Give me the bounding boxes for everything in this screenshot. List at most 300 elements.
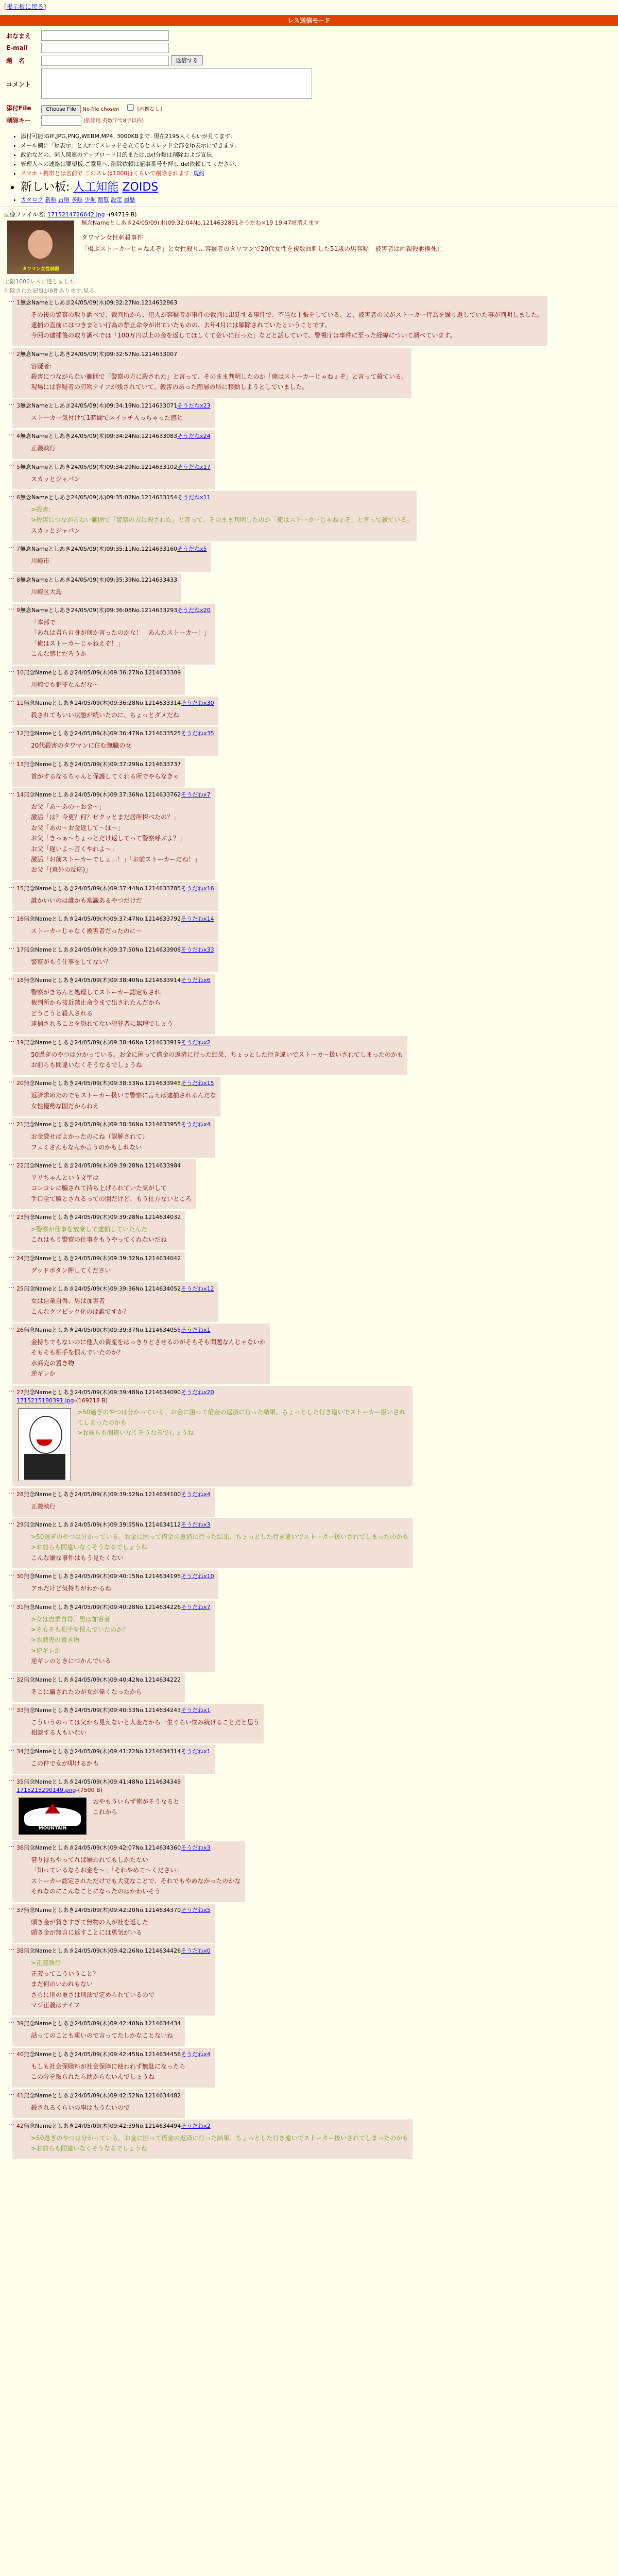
reply-body-line: この分を取られたら助からないんでしょうね	[31, 2073, 155, 2081]
note-item: • 管理人への連絡は要望板.ご意見へ. 削除依頼は記事番号を押し.del依頼してください.	[21, 160, 618, 168]
reply-indent-marker: …	[8, 1159, 14, 1166]
reply-body-line: お父「きっぁ～ちょっとだけ返してって警察呼ぶよ？」	[31, 835, 186, 842]
reply-body-line: こういうのっては父から見えないと大変だから一生ぐらい悩み続けることだと思う	[31, 1718, 260, 1726]
soudane-button[interactable]: そうだねx14	[181, 916, 214, 923]
reply-body-line: >お前らも間違いなくそうなるでしょうね	[77, 1429, 194, 1437]
email-input[interactable]	[41, 43, 169, 53]
reply-row	[4, 1775, 614, 1840]
reply-body	[31, 556, 207, 566]
reply-body-line: こんなクソピック化のは誰ですか？	[31, 1308, 130, 1315]
reply-meta[interactable]: 無念Nameとしあき24/05/09(木)09:42:45No.1214634456	[24, 2050, 181, 2058]
reply-meta[interactable]: 無念Nameとしあき24/05/09(木)09:40:53No.1214634243	[24, 1706, 181, 1714]
reply-row	[4, 1944, 614, 2015]
reply-number: 31	[16, 1603, 24, 1611]
soudane-button[interactable]: そうだねx20	[177, 606, 211, 614]
op-thumbnail-caption: タワマン女性刺殺	[22, 266, 59, 272]
reply-body-line: 警察がもう仕事をしてない？	[31, 958, 112, 965]
reply-body-line: 女は自業自得、男は加害者	[31, 1297, 106, 1305]
reply-post	[12, 1036, 407, 1076]
reply-body	[31, 1337, 266, 1379]
catalog-links	[21, 195, 618, 204]
peak-icon	[45, 1803, 60, 1814]
reply-body-line: そもそも相手を恨んでいたのか？	[31, 1349, 124, 1357]
reply-meta[interactable]: 無念Nameとしあき24/05/09(木)09:36:47No.1214633525	[24, 730, 181, 737]
soudane-button[interactable]: そうだねx5	[177, 546, 207, 553]
reply-body-line: 頭き金が無言に返すことには勇気がいる	[31, 1929, 143, 1937]
op-body-line: タワマン女性刺殺事件	[81, 233, 144, 241]
reply-meta[interactable]: 無念Nameとしあき24/05/09(木)09:40:28No.1214634226	[24, 1603, 181, 1611]
email-label: E-mail	[6, 44, 28, 52]
reply-post	[12, 943, 218, 972]
history-link[interactable]: 履歴	[124, 196, 135, 203]
reply-meta[interactable]: 無念Nameとしあき24/05/09(木)09:38:56No.1214633955	[24, 1121, 181, 1128]
reply-indent-marker: …	[8, 1841, 14, 1849]
reply-body-line: こんな感じだろうか	[31, 650, 87, 658]
reply-number: 9	[16, 606, 20, 614]
reply-meta[interactable]: 無念Nameとしあき24/05/09(木)09:36:08No.1214633293	[20, 606, 178, 614]
soudane-button[interactable]: そうだねx16	[181, 885, 214, 892]
reply-post	[12, 697, 218, 725]
reply-body	[31, 802, 211, 875]
reply-post	[12, 573, 181, 602]
reply-post	[12, 1601, 215, 1672]
reply-meta[interactable]: 無念Nameとしあき24/05/09(木)09:37:44No.1214633785	[24, 885, 181, 892]
soudane-button[interactable]: そうだねx3	[181, 1521, 211, 1528]
no-image-checkbox[interactable]	[127, 104, 134, 111]
reply-number: 7	[16, 546, 20, 553]
reply-meta[interactable]: 無念Nameとしあき24/05/09(木)09:39:28No.1214633984	[24, 1162, 181, 1169]
reply-number: 6	[16, 494, 20, 501]
soudane-button[interactable]: そうだねx4	[181, 1490, 211, 1498]
note-item: • 添付可能:GIF,JPG,PNG,WEBM,MP4. 3000KBまで. 現在2195人くらいが見てます.	[21, 132, 618, 140]
reply-body-line: リリちゃんという文字は	[31, 1174, 99, 1181]
reply-number: 12	[16, 730, 24, 737]
reply-indent-marker: …	[8, 603, 14, 611]
reply-meta[interactable]: 無念Nameとしあき24/05/09(木)09:35:39No.1214633433	[20, 576, 178, 583]
reply-body-line: コレコレに騙されて持ち上げられていた気がして	[31, 1184, 167, 1192]
reply-number: 20	[16, 1080, 24, 1087]
reply-post	[12, 1211, 185, 1250]
soudane-button[interactable]: そうだねx24	[177, 433, 211, 440]
reply-indent-marker: …	[8, 399, 14, 406]
reply-number: 37	[16, 1906, 24, 1913]
reply-row	[4, 912, 614, 941]
reply-row	[4, 1570, 614, 1599]
reply-number: 17	[16, 946, 24, 953]
reply-body-line: ストーカー認定されただけでも大変なことで、それでもやめなかったのかな	[31, 1877, 241, 1885]
reply-post	[12, 758, 185, 787]
reply-post	[12, 1386, 413, 1486]
soudane-button[interactable]: そうだねx17	[177, 463, 211, 470]
reply-body	[31, 504, 413, 536]
soudane-button[interactable]: そうだねx20	[181, 1388, 214, 1396]
reply-post	[12, 491, 417, 541]
new-board-link-ai[interactable]: 人工知能	[73, 180, 119, 194]
reply-post	[12, 912, 218, 941]
reply-body-line: >50過ぎのやつは分かっている。お金に困って借金の返済に行った結果、ちょっとした行き違いでストーカー扱いされてしまったのかも	[31, 1533, 409, 1540]
reply-meta[interactable]: 無念Nameとしあき24/05/09(木)09:35:02No.1214633154	[20, 494, 178, 501]
reply-row	[4, 1704, 614, 1743]
soudane-button[interactable]: そうだねx1	[181, 1748, 211, 1755]
reply-post	[12, 974, 215, 1035]
reply-body-line: >正義執行	[31, 1959, 61, 1967]
op-file-link[interactable]: 1715214726642.jpg	[47, 211, 105, 218]
reply-indent-marker: …	[8, 1118, 14, 1126]
reply-header	[16, 463, 211, 471]
reply-header	[16, 2050, 211, 2058]
reply-body-line: この件で女が叩けるかも	[31, 1759, 99, 1767]
reply-list	[4, 296, 614, 2159]
reply-meta[interactable]: 無念Nameとしあき24/05/09(木)09:39:48No.1214634090	[24, 1388, 181, 1396]
reply-row	[4, 1841, 614, 1902]
reply-indent-marker: …	[8, 1282, 14, 1290]
reply-meta[interactable]: 無念Nameとしあき24/05/09(木)09:39:36No.1214634052	[24, 1285, 181, 1293]
reply-body	[31, 1049, 403, 1071]
soudane-button[interactable]: そうだねx7	[181, 791, 211, 799]
file-label: 添付File	[6, 104, 31, 112]
reply-body-line: これはもう警察の仕事をもうやってくれないだね	[31, 1236, 167, 1244]
reply-post	[12, 1159, 196, 1209]
submit-reply-button[interactable]: 返信する	[171, 55, 203, 65]
reply-meta[interactable]: 無念Nameとしあき24/05/09(木)09:39:28No.1214634032	[24, 1214, 181, 1221]
reply-body-line: お父「あ～あの～お金～」	[31, 803, 106, 811]
reply-number: 10	[16, 669, 24, 676]
reply-body	[31, 1717, 260, 1738]
soudane-button[interactable]: そうだねx10	[181, 1573, 214, 1580]
subject-label: 題 名	[6, 57, 25, 64]
reply-post	[12, 1673, 185, 1702]
reply-meta[interactable]: 無念Nameとしあき24/05/09(木)09:37:47No.1214633792	[24, 916, 181, 923]
reply-header	[16, 1706, 260, 1714]
reply-post	[12, 1077, 220, 1116]
reply-row	[4, 1904, 614, 1943]
reply-body-line: さらに刑の重さは刑法で定められているので	[31, 1991, 155, 1998]
reply-indent-marker: …	[8, 1944, 14, 1952]
comment-label: コメント	[6, 80, 31, 88]
reply-body-line: 正義執行	[31, 445, 56, 452]
reply-indent-marker: …	[8, 974, 14, 981]
name-input[interactable]	[41, 30, 169, 41]
reply-indent-marker: …	[8, 1775, 14, 1783]
thread	[0, 210, 618, 2159]
reply-row	[4, 348, 614, 398]
reply-body	[31, 710, 214, 720]
reply-post	[12, 1904, 215, 1943]
reply-body	[31, 2030, 181, 2041]
reply-meta[interactable]: 無念Nameとしあき24/05/09(木)09:34:29No.1214633102	[20, 463, 178, 470]
soudane-button[interactable]: そうだねx4	[181, 1121, 211, 1128]
reply-post	[12, 399, 215, 428]
reply-indent-marker: …	[8, 1385, 14, 1393]
reply-row	[4, 1282, 614, 1322]
reply-header	[16, 1747, 211, 1755]
face-icon	[29, 1416, 62, 1454]
reply-body-line: 「知っているならお金を～」「それやめて～ください」	[31, 1867, 183, 1874]
reply-body-line: 返済求めたのでもストーカー扱いで警察に言えば逮捕されるんだな	[31, 1092, 216, 1099]
soudane-button[interactable]: そうだねx0	[181, 1947, 211, 1955]
reply-row	[4, 666, 614, 695]
settings-link[interactable]: 設定	[111, 196, 122, 203]
new-board-prefix: 新しい板:	[21, 180, 70, 194]
reply-meta[interactable]: 無念Nameとしあき24/05/09(木)09:34:24No.1214633083	[20, 433, 178, 440]
reply-meta[interactable]: 無念Nameとしあき24/05/09(木)09:32:27No.1214632863	[20, 299, 178, 306]
reply-header	[16, 1120, 211, 1128]
reply-meta[interactable]: 無念Nameとしあき24/05/09(木)09:41:48No.1214634349	[24, 1778, 181, 1786]
reply-meta[interactable]: 無念Nameとしあき24/05/09(木)09:38:46No.1214633919	[24, 1039, 181, 1046]
sort-few-link[interactable]: 少順	[84, 196, 96, 203]
reply-body-line: お前らも間違いなくそうなるでしょうね	[31, 1061, 142, 1069]
reply-meta[interactable]: 無念Nameとしあき24/05/09(木)09:35:11No.1214633160	[20, 546, 178, 553]
reply-body-line: スカッとジャパン	[31, 527, 80, 534]
op-thumbnail-face	[28, 230, 53, 259]
reply-body-line: グッドボタン押してください	[31, 1266, 111, 1274]
reply-post	[12, 1488, 215, 1517]
reply-row	[4, 1324, 614, 1384]
soudane-button[interactable]: そうだねx2	[181, 1039, 211, 1046]
reply-row	[4, 543, 614, 571]
reply-number: 38	[16, 1947, 24, 1955]
reply-body-line: >水商売の置き物	[31, 1636, 80, 1644]
reply-row	[4, 1118, 614, 1158]
reply-body	[31, 1958, 211, 2010]
soudane-button[interactable]: そうだねx15	[181, 1080, 214, 1087]
reply-meta[interactable]: 無念Nameとしあき24/05/09(木)09:42:40No.1214634434	[24, 2020, 181, 2027]
reply-indent-marker: …	[8, 2047, 14, 2055]
delete-key-input[interactable]	[41, 115, 81, 126]
reply-indent-marker: …	[8, 573, 14, 581]
reply-body	[31, 1687, 181, 1697]
reply-meta[interactable]: 無念Nameとしあき24/05/09(木)09:42:07No.1214634360	[24, 1844, 181, 1852]
reply-post	[12, 2048, 215, 2088]
choose-file-button[interactable]: Choose File	[41, 105, 81, 113]
reply-body-line: 川崎市	[31, 557, 50, 565]
soudane-button[interactable]: そうだねx30	[181, 699, 214, 706]
sort-old-link[interactable]: 古順	[58, 196, 70, 203]
reply-number: 14	[16, 791, 24, 799]
comment-textarea[interactable]	[41, 68, 312, 99]
reply-post	[12, 666, 185, 695]
catalog-link[interactable]: カタログ	[21, 196, 43, 203]
op-file-prefix: 画像ファイル名:	[4, 211, 46, 218]
op-thumbnail[interactable]	[7, 221, 74, 274]
soudane-button[interactable]: そうだねx3	[181, 1844, 211, 1852]
delete-key-note: (削除用.英数字で8字以内)	[83, 118, 144, 124]
reply-body	[31, 987, 211, 1029]
limit-notice: 上限1000レスに達しました	[4, 278, 75, 285]
reply-indent-marker: …	[8, 727, 14, 735]
reply-body-line: スカッとジャパン	[31, 475, 80, 483]
reply-number: 39	[16, 2020, 24, 2027]
browse-link[interactable]: 閲覧	[97, 196, 109, 203]
reply-meta[interactable]: 無念Nameとしあき24/05/09(木)09:37:50No.1214633908	[24, 946, 181, 953]
reply-number: 34	[16, 1748, 24, 1755]
reply-number: 16	[16, 916, 24, 923]
reply-body-line: 逮捕されることを恐れてない犯罪者に無理でしょう	[31, 1020, 174, 1028]
reply-body-line: 正義ってこういうこと？	[31, 1970, 99, 1977]
reply-header	[16, 2091, 181, 2099]
reply-body-line: 警察がきちんと処理してストーカー認定もされ	[31, 989, 161, 996]
reply-meta[interactable]: 無念Nameとしあき24/05/09(木)09:36:28No.1214633314	[24, 699, 181, 706]
reply-row	[4, 1673, 614, 1702]
reply-post	[12, 604, 215, 665]
reply-number: 23	[16, 1214, 24, 1221]
op-file-line	[4, 210, 614, 218]
sort-many-link[interactable]: 多順	[71, 196, 83, 203]
reply-body-line: >50過ぎのやつは分かっている。お金に困って借金の返済に行った結果、ちょっとした行き違いでストーカー扱いされてしまったのかも	[77, 1408, 406, 1426]
reply-post	[12, 1324, 270, 1384]
reply-meta[interactable]: 無念Nameとしあき24/05/09(木)09:39:32No.1214634042	[24, 1255, 181, 1262]
reply-row	[4, 1077, 614, 1116]
reply-body	[31, 413, 211, 423]
reply-header	[16, 884, 214, 892]
soudane-button[interactable]: そうだねx23	[177, 402, 211, 409]
reply-mode-banner: レス送信モード	[0, 15, 618, 26]
reply-meta[interactable]: 無念Nameとしあき24/05/09(木)09:42:26No.1214634426	[24, 1947, 181, 1955]
reply-header	[16, 1038, 403, 1046]
soudane-button[interactable]: そうだねx1	[181, 1327, 211, 1334]
reply-number: 11	[16, 699, 24, 706]
reply-body	[31, 587, 177, 597]
reply-indent-marker: …	[8, 1251, 14, 1259]
op-body-line: 「梅ぶストーカーじゃねえぞ」と女性殺り…容疑者のタワマンで20代女性を複数回刺した51歳の男容疑 被害者は両親殺訴換死亡	[81, 245, 443, 253]
reply-indent-marker: …	[8, 1570, 14, 1578]
reply-number: 13	[16, 760, 24, 768]
reply-body-line: 相談する人もいない	[31, 1729, 87, 1737]
reply-meta[interactable]: 無念Nameとしあき24/05/09(木)09:39:37No.1214634055	[24, 1327, 181, 1334]
reply-header	[16, 545, 207, 553]
reply-meta[interactable]: 無念Nameとしあき24/05/09(木)09:32:57No.1214633007	[20, 350, 178, 358]
reply-indent-marker: …	[8, 2017, 14, 2025]
reply-body-line: 逆ギレか	[31, 1370, 56, 1378]
back-to-board-link[interactable]: 掲示板に戻る	[6, 3, 44, 10]
reply-body	[31, 617, 211, 659]
reply-indent-marker: …	[8, 1077, 14, 1084]
soudane-button[interactable]: そうだねx7	[181, 1603, 211, 1611]
reply-meta[interactable]: 無念Nameとしあき24/05/09(木)09:42:52No.1214634482	[24, 2092, 181, 2099]
reply-body-line: お父「遅いよ～言くやれよ～」	[31, 845, 118, 853]
reply-body-line: アホだけど気持ちがわかるね	[31, 1585, 112, 1592]
soudane-button[interactable]: そうだねx2	[181, 2122, 211, 2129]
reply-header	[16, 699, 214, 707]
reply-body-line: 逮捕の直前にはつきまとい行為の禁止命令が出ていたものの、去年4月には解除されていたということです。	[31, 321, 331, 329]
reply-number: 29	[16, 1521, 24, 1528]
reply-number: 22	[16, 1162, 24, 1169]
reply-number: 1	[16, 299, 20, 306]
reply-meta[interactable]: 無念Nameとしあき24/05/09(木)09:38:40No.1214633914	[24, 977, 181, 984]
reply-row	[4, 2120, 614, 2159]
reply-indent-marker: …	[8, 1703, 14, 1711]
soudane-button[interactable]: そうだねx33	[181, 946, 214, 953]
reply-meta[interactable]: 無念Nameとしあき24/05/09(木)09:42:59No.1214634494	[24, 2122, 181, 2129]
subject-input[interactable]	[41, 56, 169, 66]
reply-meta[interactable]: 無念Nameとしあき24/05/09(木)09:37:36No.1214633762	[24, 791, 181, 799]
reply-number: 24	[16, 1255, 24, 1262]
reply-meta[interactable]: 無念Nameとしあき24/05/09(木)09:39:52No.1214634100	[24, 1490, 181, 1498]
reply-indent-marker: …	[8, 666, 14, 673]
reply-meta[interactable]: 無念Nameとしあき24/05/09(木)09:36:27No.1214633309	[24, 669, 181, 676]
reply-body-line: 「俺はストーカーじゃねえぞ！」	[31, 639, 124, 647]
reply-header	[16, 1326, 266, 1334]
new-board-link-zoids[interactable]: ZOIDS	[122, 180, 159, 194]
reply-body	[31, 1614, 211, 1667]
reply-header	[16, 1572, 214, 1580]
reply-body	[31, 1501, 211, 1512]
reply-row	[4, 1386, 614, 1486]
soudane-button[interactable]: そうだねx11	[177, 494, 211, 501]
reply-row	[4, 758, 614, 787]
reply-attachment-line	[16, 1397, 408, 1404]
reply-number: 18	[16, 977, 24, 984]
reply-body	[31, 1532, 408, 1563]
reply-body	[31, 740, 214, 751]
soudane-button[interactable]: そうだねx4	[181, 2050, 211, 2058]
reply-meta[interactable]: 無念Nameとしあき24/05/09(木)09:39:55No.1214634112	[24, 1521, 181, 1528]
reply-indent-marker: …	[8, 1211, 14, 1218]
reply-meta[interactable]: 無念Nameとしあき24/05/09(木)09:40:42No.1214634222	[24, 1676, 181, 1683]
rules-link[interactable]: 規約	[193, 170, 205, 177]
reply-number: 28	[16, 1490, 24, 1498]
reply-meta[interactable]: 無念Nameとしあき24/05/09(木)09:40:15No.1214634195	[24, 1573, 181, 1580]
soudane-button[interactable]: そうだねx35	[181, 730, 214, 737]
reply-meta[interactable]: 無念Nameとしあき24/05/09(木)09:41:22No.1214634314	[24, 1748, 181, 1755]
reply-row	[4, 1488, 614, 1517]
board-notes	[21, 132, 618, 204]
reply-number: 15	[16, 885, 24, 892]
reply-number: 2	[16, 350, 20, 358]
reply-meta[interactable]: 無念Nameとしあき24/05/09(木)09:37:29No.1214633737	[24, 760, 181, 768]
soudane-button[interactable]: そうだねx5	[181, 1906, 211, 1913]
reply-body-line: 殺されるくらいの事はもうないので	[31, 2104, 130, 2111]
reply-post	[12, 1704, 264, 1743]
reply-row	[4, 604, 614, 665]
reply-post	[12, 543, 211, 571]
reply-header	[16, 1843, 241, 1852]
reply-meta[interactable]: 無念Nameとしあき24/05/09(木)09:38:53No.1214633945	[24, 1080, 181, 1087]
reply-file-link[interactable]: 1715215290149.png	[16, 1787, 76, 1794]
reply-body	[31, 926, 214, 936]
soudane-button[interactable]: そうだねx12	[181, 1285, 214, 1293]
reply-number: 8	[16, 576, 20, 583]
reply-file-size: -(169218 B)	[74, 1397, 108, 1404]
reply-thumbnail[interactable]	[19, 1408, 71, 1481]
reply-meta[interactable]: 無念Nameとしあき24/05/09(木)09:34:19No.1214633071	[20, 402, 178, 409]
sort-new-link[interactable]: 新順	[45, 196, 57, 203]
reply-row	[4, 727, 614, 756]
reply-row	[4, 461, 614, 489]
reply-indent-marker: …	[8, 1600, 14, 1608]
reply-body-line: そこに騙されたのが女が偉くなったから	[31, 1688, 143, 1696]
reply-body	[31, 1407, 408, 1438]
reply-number: 21	[16, 1121, 24, 1128]
reply-body	[31, 2061, 211, 2082]
reply-indent-marker: …	[8, 2089, 14, 2096]
soudane-button[interactable]: そうだねx1	[181, 1706, 211, 1714]
reply-body-line: 今回の逮捕後の取り調べでは「100万円以上の金を返してほしくて会いに行った」などと話していて、警視庁は事件に至った経緯について調べています。	[31, 332, 456, 340]
reply-meta[interactable]: 無念Nameとしあき24/05/09(木)09:42:20No.1214634370	[24, 1906, 181, 1913]
reply-body-line: 川崎でも犯罪なんだな〜	[31, 681, 99, 688]
reply-row	[4, 1211, 614, 1250]
reply-post	[12, 788, 215, 880]
reply-number: 36	[16, 1844, 24, 1852]
reply-file-link[interactable]: 1715215180391.jpg	[16, 1397, 74, 1404]
soudane-button[interactable]: そうだねx6	[181, 977, 211, 984]
reply-header	[16, 1284, 214, 1293]
reply-post	[12, 430, 215, 459]
reply-indent-marker: …	[8, 912, 14, 920]
reply-indent-marker: …	[8, 788, 14, 796]
reply-thumbnail[interactable]	[19, 1798, 87, 1835]
reply-body-line: 借り待ちやってれば嫌われてもしかたない	[31, 1856, 149, 1864]
